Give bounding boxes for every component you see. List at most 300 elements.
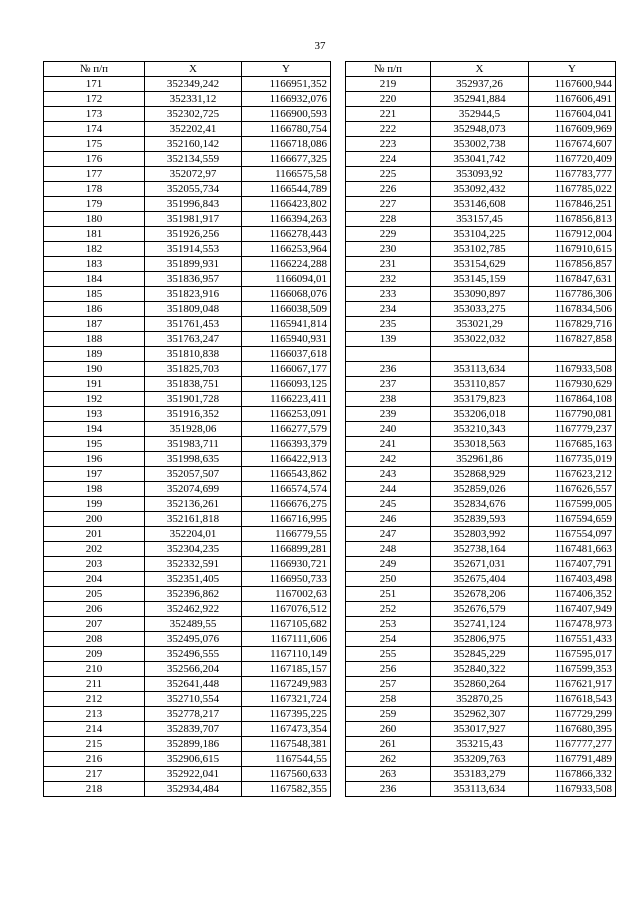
y-coordinate-cell: 1167626,557 — [529, 482, 616, 497]
table-row — [346, 632, 616, 647]
header-number: № п/п — [346, 62, 431, 77]
point-number-cell: 256 — [346, 662, 431, 677]
x-coordinate-cell: 352396,862 — [145, 587, 242, 602]
point-number-cell: 198 — [44, 482, 145, 497]
y-coordinate-cell — [529, 347, 616, 362]
table-row — [346, 677, 616, 692]
x-coordinate-cell: 352489,55 — [145, 617, 242, 632]
x-coordinate-cell: 352937,26 — [431, 77, 529, 92]
x-coordinate-cell: 351899,931 — [145, 257, 242, 272]
point-number-cell: 228 — [346, 212, 431, 227]
x-coordinate-cell: 351928,06 — [145, 422, 242, 437]
point-number-cell: 229 — [346, 227, 431, 242]
y-coordinate-cell: 1166951,352 — [242, 77, 331, 92]
point-number-cell: 180 — [44, 212, 145, 227]
point-number-cell: 203 — [44, 557, 145, 572]
x-coordinate-cell: 352738,164 — [431, 542, 529, 557]
point-number-cell: 201 — [44, 527, 145, 542]
table-row — [44, 482, 331, 497]
x-coordinate-cell: 352671,031 — [431, 557, 529, 572]
point-number-cell: 222 — [346, 122, 431, 137]
point-number-cell: 195 — [44, 437, 145, 452]
x-coordinate-cell: 352055,734 — [145, 182, 242, 197]
y-coordinate-cell: 1167076,512 — [242, 602, 331, 617]
point-number-cell: 231 — [346, 257, 431, 272]
y-coordinate-cell: 1167554,097 — [529, 527, 616, 542]
y-coordinate-cell: 1167827,858 — [529, 332, 616, 347]
y-coordinate-cell: 1167786,306 — [529, 287, 616, 302]
x-coordinate-cell: 352839,707 — [145, 722, 242, 737]
table-row — [346, 152, 616, 167]
x-coordinate-cell: 351996,843 — [145, 197, 242, 212]
point-number-cell: 179 — [44, 197, 145, 212]
y-coordinate-cell: 1167930,629 — [529, 377, 616, 392]
point-number-cell: 223 — [346, 137, 431, 152]
x-coordinate-cell: 352922,041 — [145, 767, 242, 782]
point-number-cell: 206 — [44, 602, 145, 617]
table-row — [346, 602, 616, 617]
point-number-cell: 178 — [44, 182, 145, 197]
y-coordinate-cell: 1167111,606 — [242, 632, 331, 647]
table-row — [44, 542, 331, 557]
point-number-cell: 248 — [346, 542, 431, 557]
x-coordinate-cell: 351823,916 — [145, 287, 242, 302]
y-coordinate-cell: 1166574,574 — [242, 482, 331, 497]
table-row — [346, 482, 616, 497]
point-number-cell: 263 — [346, 767, 431, 782]
point-number-cell: 187 — [44, 317, 145, 332]
y-coordinate-cell: 1166067,177 — [242, 362, 331, 377]
table-row — [44, 572, 331, 587]
y-coordinate-cell: 1166543,862 — [242, 467, 331, 482]
x-coordinate-cell: 351916,352 — [145, 407, 242, 422]
y-coordinate-cell: 1167621,917 — [529, 677, 616, 692]
point-number-cell: 253 — [346, 617, 431, 632]
table-row — [346, 302, 616, 317]
x-coordinate-cell: 352349,242 — [145, 77, 242, 92]
point-number-cell: 237 — [346, 377, 431, 392]
point-number-cell: 241 — [346, 437, 431, 452]
x-coordinate-cell: 353017,927 — [431, 722, 529, 737]
point-number-cell: 174 — [44, 122, 145, 137]
table-row — [44, 377, 331, 392]
y-coordinate-cell: 1166224,288 — [242, 257, 331, 272]
x-coordinate-cell: 352675,404 — [431, 572, 529, 587]
x-coordinate-cell — [431, 347, 529, 362]
y-coordinate-cell: 1166253,964 — [242, 242, 331, 257]
x-coordinate-cell: 352859,026 — [431, 482, 529, 497]
y-coordinate-cell: 1167846,251 — [529, 197, 616, 212]
point-number-cell: 173 — [44, 107, 145, 122]
y-coordinate-cell: 1167599,353 — [529, 662, 616, 677]
y-coordinate-cell: 1166393,379 — [242, 437, 331, 452]
table-row — [44, 152, 331, 167]
table-body-left — [44, 77, 331, 797]
table-row — [346, 647, 616, 662]
table-row — [44, 137, 331, 152]
table-row — [346, 377, 616, 392]
y-coordinate-cell: 1167249,983 — [242, 677, 331, 692]
x-coordinate-cell: 352331,12 — [145, 92, 242, 107]
table-row — [346, 182, 616, 197]
table-row — [44, 392, 331, 407]
point-number-cell: 192 — [44, 392, 145, 407]
x-coordinate-cell: 352948,073 — [431, 122, 529, 137]
point-number-cell: 182 — [44, 242, 145, 257]
y-coordinate-cell: 1166093,125 — [242, 377, 331, 392]
point-number-cell: 218 — [44, 782, 145, 797]
y-coordinate-cell: 1167406,352 — [529, 587, 616, 602]
y-coordinate-cell: 1167595,017 — [529, 647, 616, 662]
point-number-cell: 200 — [44, 512, 145, 527]
y-coordinate-cell: 1167829,716 — [529, 317, 616, 332]
table-row — [44, 242, 331, 257]
point-number-cell: 199 — [44, 497, 145, 512]
y-coordinate-cell: 1166094,01 — [242, 272, 331, 287]
point-number-cell: 215 — [44, 737, 145, 752]
y-coordinate-cell: 1166779,55 — [242, 527, 331, 542]
x-coordinate-cell: 351981,917 — [145, 212, 242, 227]
y-coordinate-cell: 1166068,076 — [242, 287, 331, 302]
table-row — [346, 212, 616, 227]
point-number-cell: 243 — [346, 467, 431, 482]
table-row — [44, 332, 331, 347]
y-coordinate-cell: 1166277,579 — [242, 422, 331, 437]
table-header-row — [346, 62, 616, 77]
x-coordinate-cell: 352072,97 — [145, 167, 242, 182]
y-coordinate-cell: 1167473,354 — [242, 722, 331, 737]
x-coordinate-cell: 353209,763 — [431, 752, 529, 767]
header-y: Y — [529, 62, 616, 77]
y-coordinate-cell: 1167790,081 — [529, 407, 616, 422]
x-coordinate-cell: 353154,629 — [431, 257, 529, 272]
y-coordinate-cell: 1166037,618 — [242, 347, 331, 362]
y-coordinate-cell: 1166278,443 — [242, 227, 331, 242]
table-row — [346, 122, 616, 137]
y-coordinate-cell: 1167847,631 — [529, 272, 616, 287]
table-row — [346, 737, 616, 752]
table-row — [346, 437, 616, 452]
y-coordinate-cell: 1167933,508 — [529, 362, 616, 377]
point-number-cell: 250 — [346, 572, 431, 587]
y-coordinate-cell: 1167933,508 — [529, 782, 616, 797]
table-row — [346, 272, 616, 287]
x-coordinate-cell: 353113,634 — [431, 782, 529, 797]
point-number-cell: 236 — [346, 362, 431, 377]
point-number-cell: 214 — [44, 722, 145, 737]
y-coordinate-cell: 1167002,63 — [242, 587, 331, 602]
point-number-cell: 234 — [346, 302, 431, 317]
table-row — [44, 722, 331, 737]
y-coordinate-cell: 1167594,659 — [529, 512, 616, 527]
table-row — [346, 692, 616, 707]
x-coordinate-cell: 352566,204 — [145, 662, 242, 677]
y-coordinate-cell: 1167864,108 — [529, 392, 616, 407]
point-number-cell: 175 — [44, 137, 145, 152]
y-coordinate-cell: 1166038,509 — [242, 302, 331, 317]
table-row — [346, 707, 616, 722]
point-number-cell: 189 — [44, 347, 145, 362]
table-row — [44, 362, 331, 377]
y-coordinate-cell: 1167395,225 — [242, 707, 331, 722]
point-number-cell: 191 — [44, 377, 145, 392]
y-coordinate-cell: 1165941,814 — [242, 317, 331, 332]
point-number-cell: 226 — [346, 182, 431, 197]
x-coordinate-cell: 352934,484 — [145, 782, 242, 797]
point-number-cell: 213 — [44, 707, 145, 722]
y-coordinate-cell: 1167791,489 — [529, 752, 616, 767]
y-coordinate-cell: 1167912,004 — [529, 227, 616, 242]
table-row — [44, 782, 331, 797]
table-row — [44, 587, 331, 602]
table-row — [44, 512, 331, 527]
table-row — [44, 647, 331, 662]
y-coordinate-cell: 1167551,433 — [529, 632, 616, 647]
point-number-cell: 258 — [346, 692, 431, 707]
table-row — [346, 137, 616, 152]
point-number-cell: 235 — [346, 317, 431, 332]
point-number-cell: 176 — [44, 152, 145, 167]
table-row — [44, 617, 331, 632]
point-number-cell: 225 — [346, 167, 431, 182]
table-row — [44, 212, 331, 227]
x-coordinate-cell: 351809,048 — [145, 302, 242, 317]
table-row — [346, 767, 616, 782]
x-coordinate-cell: 352678,206 — [431, 587, 529, 602]
point-number-cell: 211 — [44, 677, 145, 692]
x-coordinate-cell: 353021,29 — [431, 317, 529, 332]
table-row — [346, 617, 616, 632]
x-coordinate-cell: 352834,676 — [431, 497, 529, 512]
x-coordinate-cell: 352057,507 — [145, 467, 242, 482]
table-row — [346, 527, 616, 542]
point-number-cell: 185 — [44, 287, 145, 302]
table-row — [346, 77, 616, 92]
table-row — [44, 527, 331, 542]
table-row — [346, 557, 616, 572]
y-coordinate-cell: 1167783,777 — [529, 167, 616, 182]
point-number-cell: 251 — [346, 587, 431, 602]
header-x: X — [145, 62, 242, 77]
x-coordinate-cell: 353210,343 — [431, 422, 529, 437]
point-number-cell: 193 — [44, 407, 145, 422]
header-number: № п/п — [44, 62, 145, 77]
x-coordinate-cell: 352202,41 — [145, 122, 242, 137]
table-row — [44, 182, 331, 197]
x-coordinate-cell: 352870,25 — [431, 692, 529, 707]
y-coordinate-cell: 1167680,395 — [529, 722, 616, 737]
x-coordinate-cell: 352641,448 — [145, 677, 242, 692]
x-coordinate-cell: 352710,554 — [145, 692, 242, 707]
x-coordinate-cell: 351926,256 — [145, 227, 242, 242]
point-number-cell: 181 — [44, 227, 145, 242]
point-number-cell: 236 — [346, 782, 431, 797]
table-row — [44, 92, 331, 107]
y-coordinate-cell: 1166423,802 — [242, 197, 331, 212]
y-coordinate-cell: 1167560,633 — [242, 767, 331, 782]
table-row — [346, 512, 616, 527]
table-row — [44, 302, 331, 317]
y-coordinate-cell: 1167609,969 — [529, 122, 616, 137]
x-coordinate-cell: 353157,45 — [431, 212, 529, 227]
table-row — [346, 752, 616, 767]
point-number-cell: 240 — [346, 422, 431, 437]
y-coordinate-cell: 1166677,325 — [242, 152, 331, 167]
y-coordinate-cell: 1167685,163 — [529, 437, 616, 452]
y-coordinate-cell: 1167110,149 — [242, 647, 331, 662]
y-coordinate-cell: 1167856,857 — [529, 257, 616, 272]
point-number-cell: 254 — [346, 632, 431, 647]
coordinates-table-right — [345, 61, 616, 797]
point-number-cell: 244 — [346, 482, 431, 497]
point-number-cell: 239 — [346, 407, 431, 422]
point-number-cell: 194 — [44, 422, 145, 437]
y-coordinate-cell: 1167478,973 — [529, 617, 616, 632]
table-header-row — [44, 62, 331, 77]
y-coordinate-cell: 1167910,615 — [529, 242, 616, 257]
y-coordinate-cell: 1166780,754 — [242, 122, 331, 137]
point-number-cell: 197 — [44, 467, 145, 482]
x-coordinate-cell: 352136,261 — [145, 497, 242, 512]
coordinates-table-left — [43, 61, 331, 797]
table-row — [44, 707, 331, 722]
x-coordinate-cell: 352304,235 — [145, 542, 242, 557]
point-number-cell: 188 — [44, 332, 145, 347]
x-coordinate-cell: 353145,159 — [431, 272, 529, 287]
table-row — [44, 407, 331, 422]
x-coordinate-cell: 353102,785 — [431, 242, 529, 257]
x-coordinate-cell: 352845,229 — [431, 647, 529, 662]
y-coordinate-cell: 1166676,275 — [242, 497, 331, 512]
y-coordinate-cell: 1167618,543 — [529, 692, 616, 707]
y-coordinate-cell: 1167623,212 — [529, 467, 616, 482]
y-coordinate-cell: 1166394,263 — [242, 212, 331, 227]
table-row — [44, 422, 331, 437]
x-coordinate-cell: 353022,032 — [431, 332, 529, 347]
point-number-cell: 252 — [346, 602, 431, 617]
y-coordinate-cell: 1167321,724 — [242, 692, 331, 707]
table-row — [346, 662, 616, 677]
point-number-cell: 262 — [346, 752, 431, 767]
y-coordinate-cell: 1166900,593 — [242, 107, 331, 122]
point-number-cell: 209 — [44, 647, 145, 662]
x-coordinate-cell: 352840,322 — [431, 662, 529, 677]
point-number-cell: 227 — [346, 197, 431, 212]
y-coordinate-cell: 1166422,913 — [242, 452, 331, 467]
point-number-cell: 207 — [44, 617, 145, 632]
point-number-cell: 183 — [44, 257, 145, 272]
x-coordinate-cell: 353033,275 — [431, 302, 529, 317]
point-number-cell: 196 — [44, 452, 145, 467]
y-coordinate-cell: 1167544,55 — [242, 752, 331, 767]
table-row — [44, 752, 331, 767]
x-coordinate-cell: 353104,225 — [431, 227, 529, 242]
point-number-cell: 249 — [346, 557, 431, 572]
x-coordinate-cell: 352302,725 — [145, 107, 242, 122]
x-coordinate-cell: 353092,432 — [431, 182, 529, 197]
point-number-cell: 232 — [346, 272, 431, 287]
y-coordinate-cell: 1167720,409 — [529, 152, 616, 167]
x-coordinate-cell: 351825,703 — [145, 362, 242, 377]
x-coordinate-cell: 352741,124 — [431, 617, 529, 632]
table-row — [44, 107, 331, 122]
point-number-cell: 247 — [346, 527, 431, 542]
table-row — [346, 722, 616, 737]
table-row — [44, 692, 331, 707]
table-row — [44, 122, 331, 137]
point-number-cell: 260 — [346, 722, 431, 737]
table-row — [44, 197, 331, 212]
x-coordinate-cell: 353206,018 — [431, 407, 529, 422]
y-coordinate-cell: 1167407,791 — [529, 557, 616, 572]
y-coordinate-cell: 1167105,682 — [242, 617, 331, 632]
x-coordinate-cell: 352496,555 — [145, 647, 242, 662]
x-coordinate-cell: 353215,43 — [431, 737, 529, 752]
header-x: X — [431, 62, 529, 77]
y-coordinate-cell: 1167606,491 — [529, 92, 616, 107]
point-number-cell: 212 — [44, 692, 145, 707]
page-number: 37 — [314, 40, 326, 52]
point-number-cell: 257 — [346, 677, 431, 692]
x-coordinate-cell: 351983,711 — [145, 437, 242, 452]
point-number-cell: 242 — [346, 452, 431, 467]
header-y: Y — [242, 62, 331, 77]
table-row — [346, 497, 616, 512]
table-row — [346, 197, 616, 212]
point-number-cell: 177 — [44, 167, 145, 182]
x-coordinate-cell: 352803,992 — [431, 527, 529, 542]
y-coordinate-cell: 1167729,299 — [529, 707, 616, 722]
y-coordinate-cell: 1167777,277 — [529, 737, 616, 752]
point-number-cell: 233 — [346, 287, 431, 302]
x-coordinate-cell: 352495,076 — [145, 632, 242, 647]
point-number-cell: 204 — [44, 572, 145, 587]
table-row — [44, 677, 331, 692]
point-number-cell: 202 — [44, 542, 145, 557]
table-row — [346, 227, 616, 242]
table-row — [44, 767, 331, 782]
x-coordinate-cell: 351810,838 — [145, 347, 242, 362]
table-row — [346, 452, 616, 467]
table-row — [44, 347, 331, 362]
x-coordinate-cell: 352906,615 — [145, 752, 242, 767]
x-coordinate-cell: 351901,728 — [145, 392, 242, 407]
point-number-cell: 217 — [44, 767, 145, 782]
x-coordinate-cell: 353090,897 — [431, 287, 529, 302]
table-row — [44, 317, 331, 332]
point-number-cell: 246 — [346, 512, 431, 527]
x-coordinate-cell: 351761,453 — [145, 317, 242, 332]
table-row — [44, 452, 331, 467]
table-row — [346, 542, 616, 557]
table-row — [346, 92, 616, 107]
point-number-cell: 259 — [346, 707, 431, 722]
x-coordinate-cell: 352839,593 — [431, 512, 529, 527]
point-number-cell: 221 — [346, 107, 431, 122]
x-coordinate-cell: 352778,217 — [145, 707, 242, 722]
table-row — [346, 572, 616, 587]
y-coordinate-cell: 1166718,086 — [242, 137, 331, 152]
point-number-cell: 139 — [346, 332, 431, 347]
point-number-cell — [346, 347, 431, 362]
point-number-cell: 190 — [44, 362, 145, 377]
x-coordinate-cell: 352204,01 — [145, 527, 242, 542]
x-coordinate-cell: 351914,553 — [145, 242, 242, 257]
point-number-cell: 216 — [44, 752, 145, 767]
point-number-cell: 210 — [44, 662, 145, 677]
point-number-cell: 255 — [346, 647, 431, 662]
table-row — [44, 77, 331, 92]
